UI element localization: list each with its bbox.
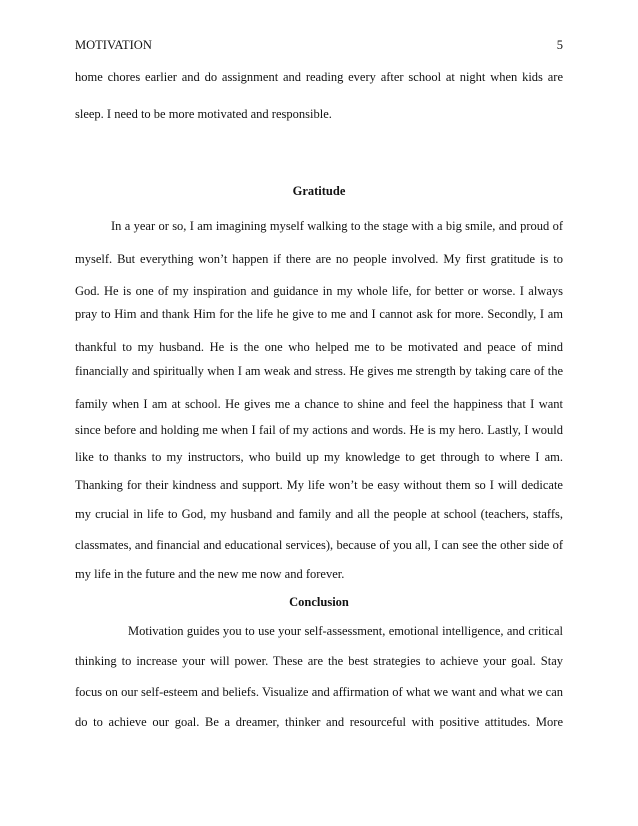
body-line: God. He is one of my inspiration and guidance in my whole life, for better or worse. I always [75, 284, 563, 298]
body-line: Thanking for their kindness and support. My life won’t be easy without them so I will dedicate [75, 478, 563, 492]
body-line: sleep. I need to be more motivated and responsible. [75, 107, 332, 121]
body-line: my crucial in life to God, my husband and family and all the people at school (teachers, staffs, [75, 507, 563, 521]
running-head-title: MOTIVATION [75, 38, 152, 52]
body-line: like to thanks to my instructors, who build up my knowledge to get through to where I am. [75, 450, 563, 464]
body-line: financially and spiritually when I am weak and stress. He gives me strength by taking care of the [75, 364, 563, 378]
body-line: thankful to my husband. He is the one who helped me to be motivated and peace of mind [75, 340, 563, 354]
body-line: my life in the future and the new me now and forever. [75, 567, 345, 581]
body-line: myself. But everything won’t happen if there are no people involved. My first gratitude is to [75, 252, 563, 266]
body-line: since before and holding me when I fail of my actions and words. He is my hero. Lastly, I would [75, 423, 563, 437]
body-line: do to achieve our goal. Be a dreamer, thinker and resourceful with positive attitudes. More [75, 715, 563, 729]
section-heading-gratitude: Gratitude [292, 184, 346, 198]
section-heading-conclusion: Conclusion [289, 595, 349, 609]
body-line: focus on our self-esteem and beliefs. Visualize and affirmation of what we want and what we can [75, 685, 563, 699]
running-head [75, 36, 563, 54]
page-number: 5 [556, 38, 563, 52]
body-line: Motivation guides you to use your self-assessment, emotional intelligence, and critical [128, 624, 563, 638]
body-line: family when I am at school. He gives me a chance to shine and feel the happiness that I want [75, 397, 563, 411]
body-line: home chores earlier and do assignment and reading every after school at night when kids are [75, 70, 563, 84]
body-line: classmates, and financial and educational services), because of you all, I can see the other side of [75, 538, 563, 552]
body-line: pray to Him and thank Him for the life he give to me and I cannot ask for more. Secondly, I am [75, 307, 563, 321]
body-line: thinking to increase your will power. These are the best strategies to achieve your goal. Stay [75, 654, 563, 668]
body-line: In a year or so, I am imagining myself walking to the stage with a big smile, and proud of [111, 219, 563, 233]
